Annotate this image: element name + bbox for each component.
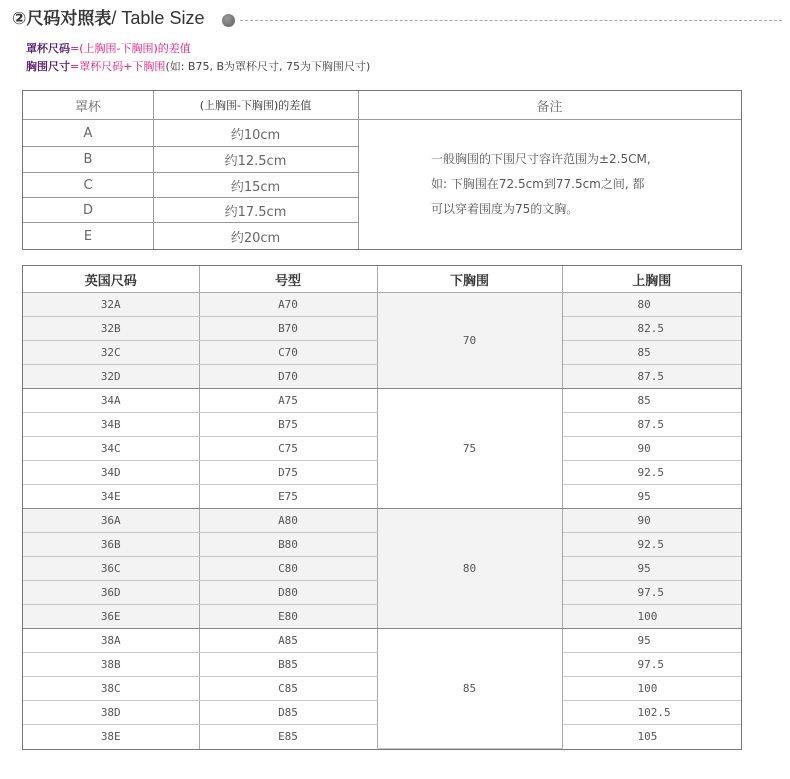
formula-value: 罩杯尺码+下胸围 [79, 60, 166, 73]
overbust-cell: 80 [562, 293, 741, 317]
table-row [23, 293, 741, 317]
overbust-cell: 82.5 [562, 317, 741, 341]
section-title-cn: 尺码对照表 [26, 9, 112, 29]
uk-size-cell: 36E [23, 605, 199, 629]
section-title-en: / Table Size [111, 8, 205, 28]
formula-eq: = [70, 42, 80, 55]
code-cell: A70 [199, 293, 377, 317]
overbust-cell: 97.5 [562, 581, 741, 605]
overbust-cell: 105 [562, 725, 741, 749]
table-row [23, 509, 741, 533]
diff-cell: 约17.5cm [224, 204, 287, 220]
code-cell: B70 [199, 317, 377, 341]
code-cell: D70 [199, 365, 377, 389]
uk-size-cell: 36B [23, 533, 199, 557]
code-cell: B75 [199, 413, 377, 437]
overbust-cell: 85 [562, 389, 741, 413]
uk-size-cell: 38A [23, 629, 199, 653]
uk-size-cell: 32B [23, 317, 199, 341]
header-diff: (上胸围-下胸围)的差值 [199, 99, 312, 112]
remark-line: 如: 下胸围在72.5cm到77.5cm之间, 都 [431, 177, 645, 191]
size-table [22, 265, 742, 750]
bust-formula [26, 60, 370, 74]
uk-size-cell: 38B [23, 653, 199, 677]
code-cell: B80 [199, 533, 377, 557]
underbust-cell: 75 [377, 389, 562, 509]
cup-cell: D [82, 202, 93, 218]
diff-cell: 约12.5cm [224, 154, 287, 169]
section-number: ② [12, 9, 27, 29]
cup-table [22, 90, 742, 250]
cup-cell: C [83, 177, 93, 193]
remark-line: 可以穿着围度为75的文胸。 [431, 202, 579, 216]
header-cup: 罩杯 [74, 99, 101, 115]
header-remark: 备注 [536, 99, 563, 115]
underbust-cell: 70 [377, 293, 562, 389]
header-code: 号型 [199, 266, 377, 293]
overbust-cell: 97.5 [562, 653, 741, 677]
code-cell: C70 [199, 341, 377, 365]
overbust-cell: 87.5 [562, 365, 741, 389]
uk-size-cell: 34D [23, 461, 199, 485]
cup-cell: A [83, 125, 93, 141]
uk-size-cell: 36A [23, 509, 199, 533]
overbust-cell: 100 [562, 677, 741, 701]
code-cell: C80 [199, 557, 377, 581]
dashed-divider [240, 20, 782, 21]
formula-note: (如: B75, B为罩杯尺寸, 75为下胸围尺寸) [165, 60, 371, 73]
header-overbust: 上胸围 [562, 266, 741, 293]
cup-cell: E [83, 228, 93, 244]
overbust-cell: 92.5 [562, 461, 741, 485]
code-cell: D85 [199, 701, 377, 725]
overbust-cell: 90 [562, 437, 741, 461]
code-cell: E75 [199, 485, 377, 509]
underbust-cell: 80 [377, 509, 562, 629]
uk-size-cell: 32A [23, 293, 199, 317]
section-title [12, 6, 204, 31]
diff-cell: 约20cm [230, 230, 281, 246]
uk-size-cell: 38C [23, 677, 199, 701]
formula-key: 胸围尺寸 [26, 60, 70, 73]
uk-size-cell: 38D [23, 701, 199, 725]
formula-value: (上胸围-下胸围)的差值 [79, 42, 191, 55]
code-cell: E85 [199, 725, 377, 749]
uk-size-cell: 34A [23, 389, 199, 413]
code-cell: A80 [199, 509, 377, 533]
code-cell: D80 [199, 581, 377, 605]
formula-eq: = [70, 60, 80, 73]
code-cell: C85 [199, 677, 377, 701]
code-cell: B85 [199, 653, 377, 677]
table-row [23, 629, 741, 653]
code-cell: C75 [199, 437, 377, 461]
code-cell: E80 [199, 605, 377, 629]
formula-key: 罩杯尺码 [26, 42, 70, 55]
code-cell: D75 [199, 461, 377, 485]
overbust-cell: 95 [562, 485, 741, 509]
remark-text [431, 147, 691, 222]
section-header [12, 6, 782, 32]
bullet-dot-icon [222, 14, 235, 27]
overbust-cell: 87.5 [562, 413, 741, 437]
header-underbust: 下胸围 [377, 266, 562, 293]
code-cell: A75 [199, 389, 377, 413]
cup-formula [26, 42, 191, 56]
code-cell: A85 [199, 629, 377, 653]
table-row [23, 389, 741, 413]
uk-size-cell: 38E [23, 725, 199, 749]
uk-size-cell: 32D [23, 365, 199, 389]
diff-cell: 约10cm [230, 127, 281, 143]
uk-size-cell: 34E [23, 485, 199, 509]
uk-size-cell: 34B [23, 413, 199, 437]
overbust-cell: 102.5 [562, 701, 741, 725]
overbust-cell: 100 [562, 605, 741, 629]
uk-size-cell: 34C [23, 437, 199, 461]
diff-cell: 约15cm [230, 179, 281, 195]
cup-cell: B [83, 152, 93, 167]
remark-line: 一般胸围的下围尺寸容许范围为±2.5CM, [431, 152, 651, 166]
header-uk-size: 英国尺码 [23, 266, 199, 293]
underbust-cell: 85 [377, 629, 562, 749]
overbust-cell: 90 [562, 509, 741, 533]
uk-size-cell: 36C [23, 557, 199, 581]
uk-size-cell: 32C [23, 341, 199, 365]
overbust-cell: 92.5 [562, 533, 741, 557]
overbust-cell: 95 [562, 557, 741, 581]
overbust-cell: 95 [562, 629, 741, 653]
overbust-cell: 85 [562, 341, 741, 365]
uk-size-cell: 36D [23, 581, 199, 605]
